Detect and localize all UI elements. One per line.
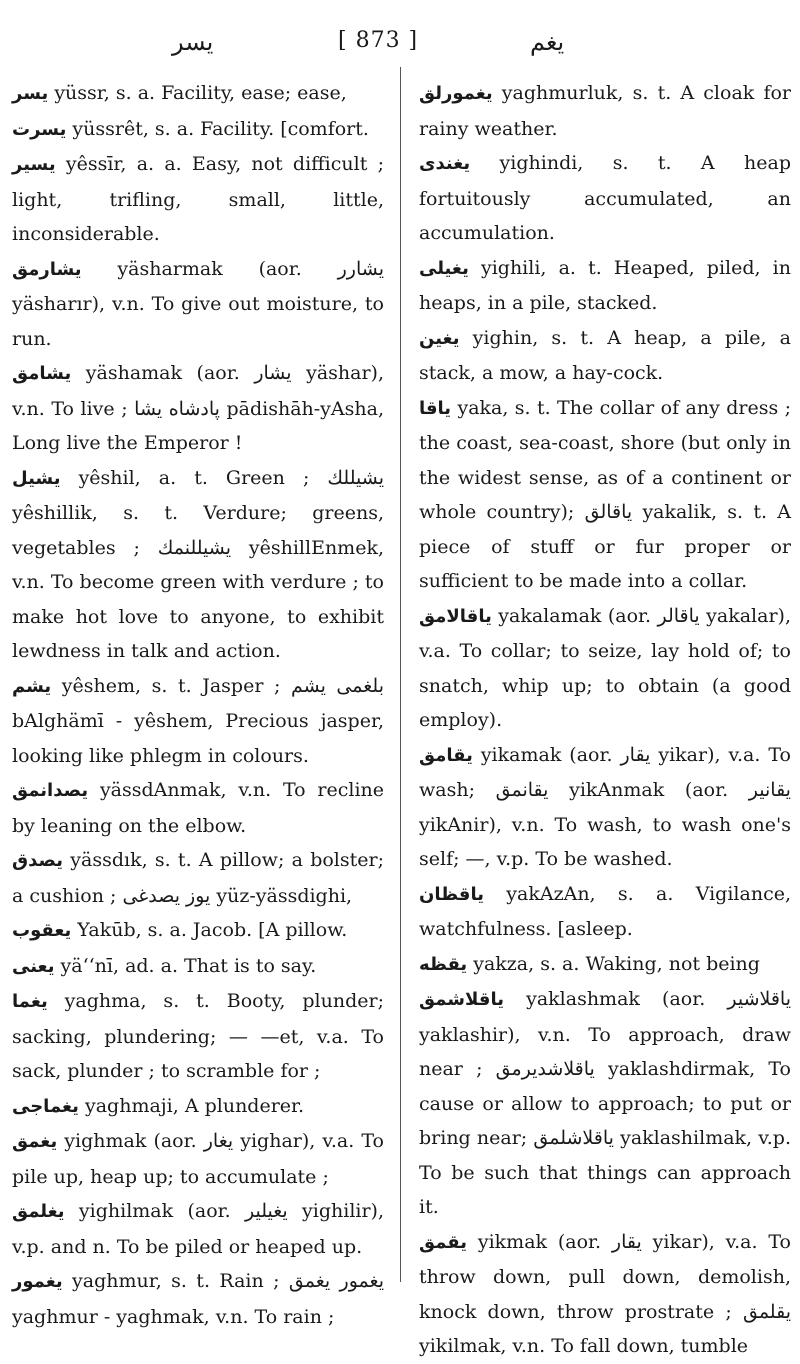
entry-headword: يسر xyxy=(12,83,49,104)
entry-text: yêssīr, a. a. Easy, not difficult ; light, trifling, small, little, inconsiderable. xyxy=(12,153,384,245)
entry-text: yaka, s. t. The collar of any dress ; the coast, sea-coast, shore (but only in the widest sense, as of a continent or whole country); ياقالق yakalik, s. t. A piece of stuff or fur proper or sufficient to be made into a collar. xyxy=(419,396,791,592)
entry-headword: يسرت xyxy=(12,118,67,140)
entry-text: yaghmaji, A plunderer. xyxy=(84,1094,305,1117)
entry xyxy=(12,984,384,1089)
entry xyxy=(419,738,791,877)
entry xyxy=(419,877,791,947)
entry-text: yikamak (aor. يقار yikar), v.a. To wash; يقانمق yikAnmak (aor. يقانير yikAnir), v.n. To wash, to wash one's self; —, v.p. To be washed. xyxy=(419,743,791,870)
entry-text: yä‘‘nī, ad. a. That is to say. xyxy=(60,954,317,977)
entry xyxy=(12,669,384,774)
entry-text: yakAzAn, s. a. Vigilance, watchfulness. [asleep. xyxy=(419,882,791,940)
entry-headword: ياقالامق xyxy=(419,605,492,627)
entry-headword: يعقوب xyxy=(12,920,72,941)
entry-headword: يشم xyxy=(12,675,52,697)
entry xyxy=(12,1124,384,1194)
entry xyxy=(419,76,791,146)
entry-headword: يسير xyxy=(12,154,56,175)
entry-text: yighilmak (aor. يغيلير yighilir), v.p. and n. To be piled or heaped up. xyxy=(12,1200,385,1258)
entry xyxy=(419,947,791,983)
entry xyxy=(12,112,384,148)
entry xyxy=(12,949,384,985)
entry-text: yighin, s. t. A heap, a pile, a stack, a mow, a hay-cock. xyxy=(419,326,792,384)
entry-headword: يقظه xyxy=(419,953,468,975)
entry-text: yakza, s. a. Waking, not being xyxy=(473,952,760,975)
entry-headword: يغماجى xyxy=(12,1095,79,1117)
entry xyxy=(419,1225,791,1364)
entry xyxy=(12,252,384,357)
entry-text: yässdAnmak, v.n. To recline by leaning on the elbow. xyxy=(12,779,385,837)
entry-text: yikmak (aor. يقار yikar), v.a. To throw down, pull down, demolish, knock down, throw prostrate ; يقلمق yikilmak, v.n. To fall down, tumble xyxy=(419,1230,791,1357)
entry-text: yighili, a. t. Heaped, piled, in heaps, in a pile, stacked. xyxy=(419,256,791,314)
entry-text: yässdık, s. t. A pillow; a bolster; a cushion ; يوز يصدغى yüz-yässdighi, xyxy=(12,849,384,907)
entry-headword: يقامق xyxy=(419,744,473,766)
entry-text: Yakūb, s. a. Jacob. [A pillow. xyxy=(77,919,348,941)
entry-text: yighindi, s. t. A heap fortuitously accumulated, an accumulation. xyxy=(419,152,791,244)
entry-text: yêshil, a. t. Green ; يشيللك yêshillik, s. t. Verdure; greens, vegetables ; يشيللنمك yêshillEnmek, v.n. To become green with verdure ; to make hot love to anyone, to exhibit lewdness in talk and action. xyxy=(12,466,384,662)
header-right-word: يغم xyxy=(530,28,565,56)
entry-text: yaghmurluk, s. t. A cloak for rainy weather. xyxy=(419,82,791,140)
entry-headword: يغلمق xyxy=(12,1201,65,1222)
entry-headword: يغمق xyxy=(12,1131,58,1152)
entry-headword: يشيل xyxy=(12,467,61,489)
entry-text: yaghma, s. t. Booty, plunder; sacking, plundering; — —et, v.a. To sack, plunder ; to scramble for ; xyxy=(12,990,384,1082)
entry-headword: يعنى xyxy=(12,955,55,977)
entry-headword: ياقظان xyxy=(419,883,484,905)
entry xyxy=(419,599,791,738)
left-column xyxy=(12,76,384,1334)
entry xyxy=(12,461,384,669)
entry-text: yüssr, s. a. Facility, ease; ease, xyxy=(54,82,347,104)
entry-headword: يقمق xyxy=(419,1231,468,1253)
entry-headword: يغمور xyxy=(12,1271,63,1292)
entry-headword: يشامق xyxy=(12,363,72,384)
entry-text: yäshamak (aor. يشار yäshar), v.n. To live ; پادشاه يشا pādishāh-yAsha, Long live the Emperor ! xyxy=(12,362,384,454)
entry-text: yêshem, s. t. Jasper ; بلغمی يشم bAlghämī - yêshem, Precious jasper, looking like phlegm in colours. xyxy=(12,674,384,767)
entry-headword: يغين xyxy=(419,327,460,349)
entry xyxy=(419,146,791,251)
entry-headword: يغيلى xyxy=(419,257,469,279)
entry xyxy=(419,321,791,391)
entry xyxy=(419,391,791,599)
entry-text: yaklashmak (aor. ياقلاشير yaklashir), v.n. To approach, draw near ; ياقلاشديرمق yaklashdirmak, To cause or allow to approach; to put or bring near; ياقلاشلمق yaklashilmak, v.p. To be such that things can approach it. xyxy=(419,988,791,1218)
entry-text: yighmak (aor. يغار yighar), v.a. To pile up, heap up; to accumulate ; xyxy=(12,1130,384,1188)
entry-headword: يصدق xyxy=(12,850,63,871)
right-column xyxy=(419,76,791,1364)
entry xyxy=(419,982,791,1225)
entry-text: yäsharmak (aor. يشارر yäsharır), v.n. To give out moisture, to run. xyxy=(12,257,385,350)
entry-headword: يغندى xyxy=(419,153,471,174)
entry-headword: يغما xyxy=(12,991,48,1012)
entry-text: yaghmur, s. t. Rain ; يغمور يغمق yaghmur - yaghmak, v.n. To rain ; xyxy=(12,1270,384,1328)
entry-headword: يصدانمق xyxy=(12,780,89,801)
entry xyxy=(419,251,791,321)
entry xyxy=(12,76,384,112)
entry xyxy=(12,356,384,461)
entry xyxy=(12,1194,384,1264)
entry-headword: ياقلاشمق xyxy=(419,989,504,1010)
entry xyxy=(12,1264,384,1334)
entry-text: yüssrêt, s. a. Facility. [comfort. xyxy=(72,117,369,140)
entry xyxy=(12,147,384,252)
entry-headword: يشارمق xyxy=(12,258,82,280)
entry-text: yakalamak (aor. ياقالر yakalar), v.a. To collar; to seize, lay hold of; to snatch, whip up; to obtain (a good employ). xyxy=(419,604,791,731)
header-left-word: يسر xyxy=(172,28,214,56)
page-header xyxy=(0,26,800,66)
column-divider xyxy=(400,67,401,1282)
page-number: [ 873 ] xyxy=(338,28,419,53)
entry-headword: يغمورلق xyxy=(419,83,493,104)
entry xyxy=(12,773,384,843)
entry xyxy=(12,843,384,913)
entry xyxy=(12,913,384,949)
entry xyxy=(12,1089,384,1125)
entry-headword: ياقا xyxy=(419,397,452,419)
